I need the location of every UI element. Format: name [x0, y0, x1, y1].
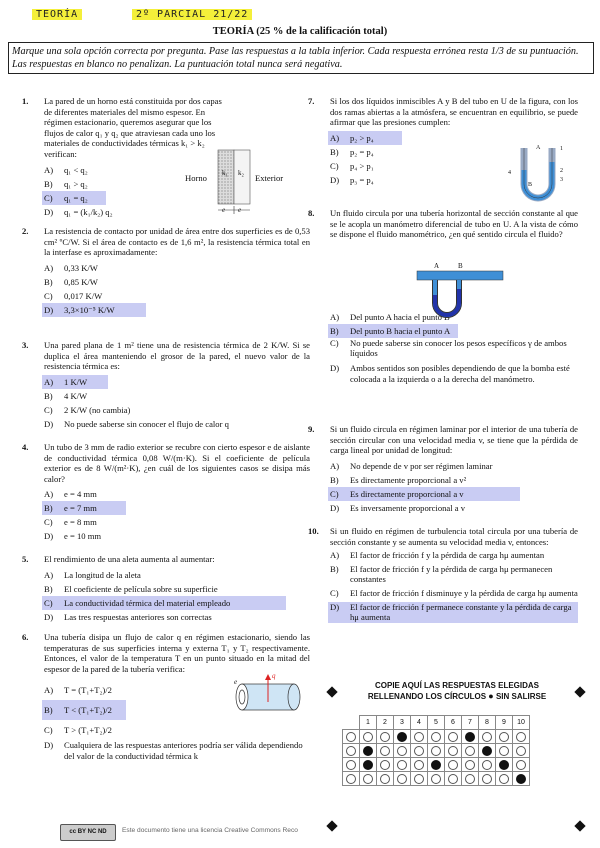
- grid-column-header: 3: [394, 716, 411, 730]
- option-letter: C): [44, 404, 53, 415]
- option-d[interactable]: [44, 205, 310, 219]
- option-text: 2 K/W (no cambia): [64, 404, 131, 415]
- option-text: El factor de fricción f y la pérdida de carga hμ permanecen constantes: [350, 563, 553, 585]
- option-letter: D): [44, 418, 54, 429]
- answer-bubble[interactable]: [465, 732, 475, 742]
- answer-bubble[interactable]: [363, 746, 373, 756]
- u-label-b: B: [528, 182, 533, 188]
- option-c[interactable]: [330, 588, 578, 599]
- option-letter: D): [44, 304, 54, 315]
- answer-cell[interactable]: [479, 744, 496, 758]
- answer-cell[interactable]: [513, 744, 530, 758]
- option-a[interactable]: [330, 459, 578, 473]
- answer-bubble[interactable]: [448, 732, 458, 742]
- option-letter: A): [44, 262, 54, 273]
- option-b[interactable]: [42, 501, 126, 515]
- answer-bubble[interactable]: [499, 746, 509, 756]
- question-stem: La resistencia de contacto por unidad de área entre dos superficies es de 0,53 cm² ºC/W. Si el área de contacto es de 1,6 m², la resistencia térmica total en la interfase es aproximadamente:: [44, 226, 310, 258]
- question-number: 4.: [22, 442, 29, 452]
- option-letter: C): [44, 290, 53, 301]
- answer-cell[interactable]: [462, 758, 479, 772]
- option-d[interactable]: [44, 610, 310, 624]
- question-4: [22, 442, 310, 543]
- answer-sheet-header: [326, 680, 588, 702]
- row-letter-circle: [346, 732, 356, 742]
- answer-cell[interactable]: [496, 744, 513, 758]
- answer-cell[interactable]: [513, 758, 530, 772]
- question-stem: Si un fluido circula en régimen laminar por el interior de una tubería de sección circular con una velocidad media v, se tiene que la pérdida de carga lineal por unidad de longitud:: [330, 424, 578, 456]
- option-letter: B): [330, 146, 339, 157]
- answer-cell[interactable]: [428, 758, 445, 772]
- question-5: [22, 554, 310, 624]
- option-text: Es inversamente proporcional a v: [350, 502, 466, 513]
- figure-label-e1: e: [222, 206, 226, 214]
- option-letter: A): [44, 489, 54, 500]
- question-stem: Un fluido circula por una tubería horizontal de sección constante al que se le acopla un manómetro diferencial de tubo en U. A la vista de cómo se dispone el fluido manométrico, ¿en qué sentido circula el fluido?: [330, 208, 578, 240]
- option-letter: B): [330, 563, 339, 574]
- option-c[interactable]: [42, 596, 286, 610]
- option-letter: B): [44, 503, 53, 514]
- option-letter: D): [44, 206, 54, 217]
- answer-cell[interactable]: [513, 730, 530, 744]
- option-d[interactable]: [44, 529, 310, 543]
- answer-bubble[interactable]: [431, 746, 441, 756]
- answer-sheet-subtitle-text: RELLENANDO LOS CÍRCULOS: [367, 692, 487, 701]
- option-letter: D): [330, 601, 340, 612]
- question-number: 7.: [308, 96, 315, 106]
- option-text: 0,33 K/W: [64, 262, 98, 273]
- row-letter-circle: [346, 746, 356, 756]
- figure-label-k2: k₂: [238, 169, 244, 177]
- question-2: [22, 226, 310, 317]
- answer-cell[interactable]: [428, 744, 445, 758]
- option-a[interactable]: [44, 487, 310, 501]
- option-letter: A): [44, 685, 54, 696]
- handwritten-topic: TEORÍA: [32, 9, 82, 20]
- option-letter: B): [44, 178, 53, 189]
- option-d[interactable]: [42, 303, 146, 317]
- answer-cell[interactable]: [394, 772, 411, 786]
- option-b[interactable]: [328, 324, 458, 338]
- filled-circle-icon: ●: [488, 691, 494, 701]
- answer-bubble[interactable]: [363, 774, 373, 784]
- license-text: Este documento tiene una licencia Creative Commons Reco: [122, 827, 298, 834]
- option-text: e = 8 mm: [64, 517, 97, 528]
- answer-bubble[interactable]: [499, 774, 509, 784]
- question-number: 2.: [22, 226, 29, 236]
- option-letter: D): [330, 362, 340, 373]
- question-stem: Si un fluido en régimen de turbulencia total circula por una tubería de sección constante y se aumenta su velocidad media v, entonces:: [330, 526, 578, 547]
- answer-cell[interactable]: [428, 730, 445, 744]
- u-label-4: 4: [508, 170, 511, 176]
- registration-mark: [574, 820, 585, 831]
- answer-cell[interactable]: [360, 772, 377, 786]
- answer-bubble[interactable]: [499, 760, 509, 770]
- answer-bubble[interactable]: [465, 774, 475, 784]
- option-letter: C): [44, 597, 53, 608]
- answer-cell[interactable]: [513, 772, 530, 786]
- answer-cell[interactable]: [462, 744, 479, 758]
- option-b[interactable]: [44, 275, 310, 289]
- answer-bubble[interactable]: [397, 732, 407, 742]
- option-letter: D): [330, 502, 340, 513]
- answer-bubble[interactable]: [516, 732, 526, 742]
- u-label-1: 1: [560, 146, 563, 152]
- u-tube-figure: [514, 144, 574, 204]
- grid-column-header: 8: [479, 716, 496, 730]
- answer-cell[interactable]: [377, 758, 394, 772]
- answer-cell[interactable]: [377, 772, 394, 786]
- answer-sheet-title: COPIE AQUÍ LAS RESPUESTAS ELEGIDAS: [374, 681, 540, 690]
- grid-corner: [343, 716, 360, 730]
- option-letter: A): [330, 311, 340, 322]
- answer-cell[interactable]: [411, 730, 428, 744]
- u-label-2: 2: [560, 168, 563, 174]
- option-text: Las tres respuestas anteriores son correctas: [64, 611, 212, 622]
- option-text: 0,85 K/W: [64, 276, 98, 287]
- question-number: 6.: [22, 632, 29, 642]
- figure-label-horno: Horno: [185, 173, 207, 183]
- answer-cell[interactable]: [479, 772, 496, 786]
- question-3: [22, 340, 310, 431]
- answer-grid: [342, 715, 530, 786]
- answer-cell[interactable]: [428, 772, 445, 786]
- option-a[interactable]: [44, 261, 310, 275]
- option-letter: D): [44, 531, 54, 542]
- option-b[interactable]: [42, 700, 126, 720]
- option-text: No depende de v por ser régimen laminar: [350, 460, 493, 471]
- option-letter: A): [44, 569, 54, 580]
- answer-cell[interactable]: [394, 758, 411, 772]
- row-letter-circle: [346, 774, 356, 784]
- answer-bubble[interactable]: [448, 774, 458, 784]
- option-letter: B): [44, 390, 53, 401]
- figure-label-e: e: [234, 678, 238, 686]
- option-b[interactable]: [330, 473, 578, 487]
- question-number: 3.: [22, 340, 29, 350]
- option-letter: A): [44, 164, 54, 175]
- wall-layers-figure: [215, 148, 255, 214]
- answer-bubble[interactable]: [465, 746, 475, 756]
- option-text: 1 K/W: [64, 376, 88, 387]
- answer-bubble[interactable]: [414, 760, 424, 770]
- grid-row-header: [343, 772, 360, 786]
- option-text: La conductividad térmica del material empleado: [64, 597, 231, 608]
- answer-cell[interactable]: [496, 772, 513, 786]
- u-label-3: 3: [560, 177, 563, 183]
- answer-bubble[interactable]: [363, 732, 373, 742]
- question-stem: Un tubo de 3 mm de radio exterior se recubre con cierto espesor e de aislante de conductividad térmica 0,08 W/(m·K). Si el coeficiente de película exterior es de 8 W/(m²·K), ¿en cuál de los siguientes casos se disipa más calor?: [44, 442, 310, 484]
- option-text: p₃ = p₄: [350, 174, 374, 185]
- grid-row-header: [343, 730, 360, 744]
- answer-cell[interactable]: [496, 758, 513, 772]
- option-text: No puede saberse sin conocer el flujo de calor q: [64, 418, 229, 429]
- option-letter: B): [44, 583, 53, 594]
- option-text: e = 10 mm: [64, 531, 102, 542]
- option-letter: C): [44, 725, 53, 736]
- figure-label-e2: e: [238, 206, 242, 214]
- option-letter: A): [330, 460, 340, 471]
- option-b[interactable]: [44, 582, 310, 596]
- option-d[interactable]: [330, 501, 578, 515]
- option-c[interactable]: [44, 403, 310, 417]
- option-text: T < (T₁+T₂)/2: [64, 705, 112, 716]
- option-letter: A): [330, 132, 340, 143]
- option-c[interactable]: [42, 191, 106, 205]
- answer-bubble[interactable]: [499, 732, 509, 742]
- answer-cell[interactable]: [411, 772, 428, 786]
- option-text: T = (T₁+T₂)/2: [64, 685, 112, 696]
- answer-bubble[interactable]: [516, 774, 526, 784]
- manometer-label-b: B: [458, 262, 463, 270]
- answer-cell[interactable]: [479, 758, 496, 772]
- answer-cell[interactable]: [377, 730, 394, 744]
- page-title: TEORÍA (25 % de la calificación total): [212, 26, 388, 37]
- answer-cell[interactable]: [445, 730, 462, 744]
- option-letter: A): [44, 376, 54, 387]
- option-c[interactable]: [44, 289, 310, 303]
- option-d[interactable]: [328, 602, 578, 623]
- question-stem: Una tubería disipa un flujo de calor q en régimen estacionario, siendo las temperaturas de sus superficies interna y externa T₁ y T₂ respectivamente. Entonces, el valor de la temperatura T en un punto situado en la mitad del espesor de la pared de la tubería verifica:: [44, 632, 310, 674]
- option-b[interactable]: [330, 564, 578, 585]
- grid-column-header: 1: [360, 716, 377, 730]
- option-a[interactable]: [328, 131, 402, 145]
- option-letter: C): [330, 160, 339, 171]
- option-text: p₄ > p₁: [350, 160, 374, 171]
- manometer-figure: [415, 265, 505, 321]
- answer-bubble[interactable]: [516, 746, 526, 756]
- option-letter: C): [330, 337, 339, 348]
- registration-mark: [326, 820, 337, 831]
- grid-row-header: [343, 744, 360, 758]
- question-stem: El rendimiento de una aleta aumenta al aumentar:: [44, 554, 215, 564]
- answer-cell[interactable]: [445, 744, 462, 758]
- option-text: Es directamente proporcional a v: [350, 488, 464, 499]
- answer-cell[interactable]: [462, 772, 479, 786]
- answer-bubble[interactable]: [465, 760, 475, 770]
- option-letter: C): [330, 488, 339, 499]
- answer-bubble[interactable]: [397, 760, 407, 770]
- question-number: 1.: [22, 96, 29, 106]
- option-text: No puede saberse sin conocer los pesos específicos γ de ambos líquidos: [350, 337, 567, 359]
- option-text: El factor de fricción f y la pérdida de carga hμ aumentan: [350, 550, 545, 561]
- option-text: Ambos sentidos son posibles dependiendo de que la bomba esté colocada a la izquierda o a la derecha del manómetro.: [350, 362, 570, 384]
- answer-bubble[interactable]: [397, 774, 407, 784]
- option-text: q₁ = q₂: [64, 192, 88, 203]
- question-9: [308, 424, 578, 515]
- grid-column-header: 2: [377, 716, 394, 730]
- question-1: [22, 96, 310, 219]
- option-text: El factor de fricción f disminuye y la pérdida de carga hμ aumenta: [350, 587, 578, 598]
- grid-column-header: 6: [445, 716, 462, 730]
- option-letter: B): [44, 705, 53, 716]
- grid-column-header: 9: [496, 716, 513, 730]
- question-number: 9.: [308, 424, 315, 434]
- answer-cell[interactable]: [360, 730, 377, 744]
- answer-cell[interactable]: [394, 730, 411, 744]
- question-number: 5.: [22, 554, 29, 564]
- option-text: q₁ > q₂: [64, 178, 88, 189]
- option-letter: B): [44, 276, 53, 287]
- option-b[interactable]: [44, 389, 310, 403]
- option-letter: B): [330, 474, 339, 485]
- answer-bubble[interactable]: [482, 774, 492, 784]
- question-stem: Una pared plana de 1 m² tiene una de resistencia térmica de 2 K/W. Si se duplica el área manteniendo el grosor de la pared, el nuevo valor de la resistencia térmica es:: [44, 340, 310, 372]
- option-text: Del punto A hacia el punto B: [350, 311, 450, 322]
- option-a[interactable]: [44, 568, 310, 582]
- answer-bubble[interactable]: [431, 774, 441, 784]
- option-text: T > (T₁+T₂)/2: [64, 725, 112, 736]
- answer-bubble[interactable]: [482, 732, 492, 742]
- option-text: 4 K/W: [64, 390, 88, 401]
- answer-cell[interactable]: [360, 744, 377, 758]
- answer-bubble[interactable]: [431, 760, 441, 770]
- grid-column-header: 5: [428, 716, 445, 730]
- question-stem: Si los dos líquidos inmiscibles A y B del tubo en U de la figura, con los dos ramas abiertas a la atmósfera, se encuentran en equilibrio, se puede afirmar que las presiones cumplen:: [330, 96, 578, 128]
- option-letter: C): [44, 517, 53, 528]
- answer-bubble[interactable]: [482, 746, 492, 756]
- answer-bubble[interactable]: [363, 760, 373, 770]
- option-letter: C): [44, 192, 53, 203]
- answer-cell[interactable]: [462, 730, 479, 744]
- answer-bubble[interactable]: [448, 760, 458, 770]
- option-letter: C): [330, 587, 339, 598]
- option-letter: A): [330, 550, 340, 561]
- row-letter-circle: [346, 760, 356, 770]
- answer-cell[interactable]: [496, 730, 513, 744]
- option-text: La longitud de la aleta: [64, 569, 141, 580]
- answer-bubble[interactable]: [482, 760, 492, 770]
- grid-row-header: [343, 758, 360, 772]
- option-text: Del punto B hacia el punto A: [350, 325, 451, 336]
- answer-cell[interactable]: [394, 744, 411, 758]
- question-number: 8.: [308, 208, 315, 218]
- instructions-box: Marque una sola opción correcta por pregunta. Pase las respuestas a la tabla inferior. Cada respuesta errónea resta 1/3 de su puntuación. Las respuestas en blanco no penalizan. La puntuación total nunca será negativa.: [8, 42, 594, 74]
- grid-column-header: 7: [462, 716, 479, 730]
- option-letter: B): [330, 325, 339, 336]
- option-text: q₁ < q₂: [64, 164, 88, 175]
- answer-bubble[interactable]: [516, 760, 526, 770]
- answer-cell[interactable]: [479, 730, 496, 744]
- option-text: q₁ = (k₁/k₂) q₂: [64, 206, 113, 217]
- option-a[interactable]: [42, 375, 108, 389]
- answer-bubble[interactable]: [380, 732, 390, 742]
- option-c[interactable]: [44, 720, 310, 740]
- option-text: Es directamente proporcional a v²: [350, 474, 467, 485]
- option-text: El factor de fricción f permanece constante y la pérdida de carga hμ aumenta: [350, 601, 572, 623]
- answer-bubble[interactable]: [414, 774, 424, 784]
- answer-sheet-subtitle: [326, 691, 588, 702]
- option-d[interactable]: [44, 740, 304, 761]
- option-letter: D): [44, 740, 54, 751]
- u-label-a: A: [536, 145, 541, 151]
- option-d[interactable]: [330, 363, 578, 384]
- answer-bubble[interactable]: [380, 760, 390, 770]
- figure-label-exterior: Exterior: [255, 173, 284, 183]
- answer-bubble[interactable]: [397, 746, 407, 756]
- answer-cell[interactable]: [360, 758, 377, 772]
- answer-sheet-subtitle-end: SIN SALIRSE: [495, 692, 547, 701]
- answer-bubble[interactable]: [414, 732, 424, 742]
- answer-cell[interactable]: [411, 744, 428, 758]
- answer-bubble[interactable]: [380, 774, 390, 784]
- option-d[interactable]: [44, 417, 310, 431]
- option-letter: D): [330, 174, 340, 185]
- option-text: e = 4 mm: [64, 489, 97, 500]
- question-number: 10.: [308, 526, 319, 536]
- answer-cell[interactable]: [445, 772, 462, 786]
- figure-label-q: q: [272, 672, 276, 680]
- option-c[interactable]: [330, 338, 578, 359]
- grid-column-header: 4: [411, 716, 428, 730]
- option-text: p₂ > p₄: [350, 132, 374, 143]
- answer-bubble[interactable]: [414, 746, 424, 756]
- answer-bubble[interactable]: [431, 732, 441, 742]
- option-c[interactable]: [328, 487, 520, 501]
- answer-bubble[interactable]: [448, 746, 458, 756]
- manometer-label-a: A: [434, 262, 440, 270]
- option-c[interactable]: [44, 515, 310, 529]
- option-text: El coeficiente de película sobre su superficie: [64, 583, 218, 594]
- answer-cell[interactable]: [445, 758, 462, 772]
- option-text: e = 7 mm: [64, 503, 97, 514]
- handwritten-exam-date: 2º PARCIAL 21/22: [132, 9, 252, 20]
- question-10: [308, 526, 578, 623]
- grid-column-header: 10: [513, 716, 530, 730]
- figure-label-k1: k₁: [222, 169, 228, 177]
- answer-cell[interactable]: [377, 744, 394, 758]
- question-stem: La pared de un horno está constituida por dos capas de diferentes materiales del mismo espesor. En régimen estacionario, queremos asegurar que los flujos de calor q₁ y q₂ que atraviesan cada uno los materiales de conductividades térmicas k₁ > k₂ verifican:: [44, 96, 222, 159]
- option-text: p₂ = p₄: [350, 146, 374, 157]
- option-text: 3,3×10⁻⁵ K/W: [64, 304, 115, 315]
- option-letter: D): [44, 611, 54, 622]
- answer-bubble[interactable]: [380, 746, 390, 756]
- answer-cell[interactable]: [411, 758, 428, 772]
- option-text: Cualquiera de las respuestas anteriores podría ser válida dependiendo del valor de la conductividad térmica k: [64, 740, 303, 761]
- cc-license-badge[interactable]: cc BY NC ND: [60, 824, 116, 841]
- option-a[interactable]: [330, 550, 578, 561]
- option-text: 0,017 K/W: [64, 290, 103, 301]
